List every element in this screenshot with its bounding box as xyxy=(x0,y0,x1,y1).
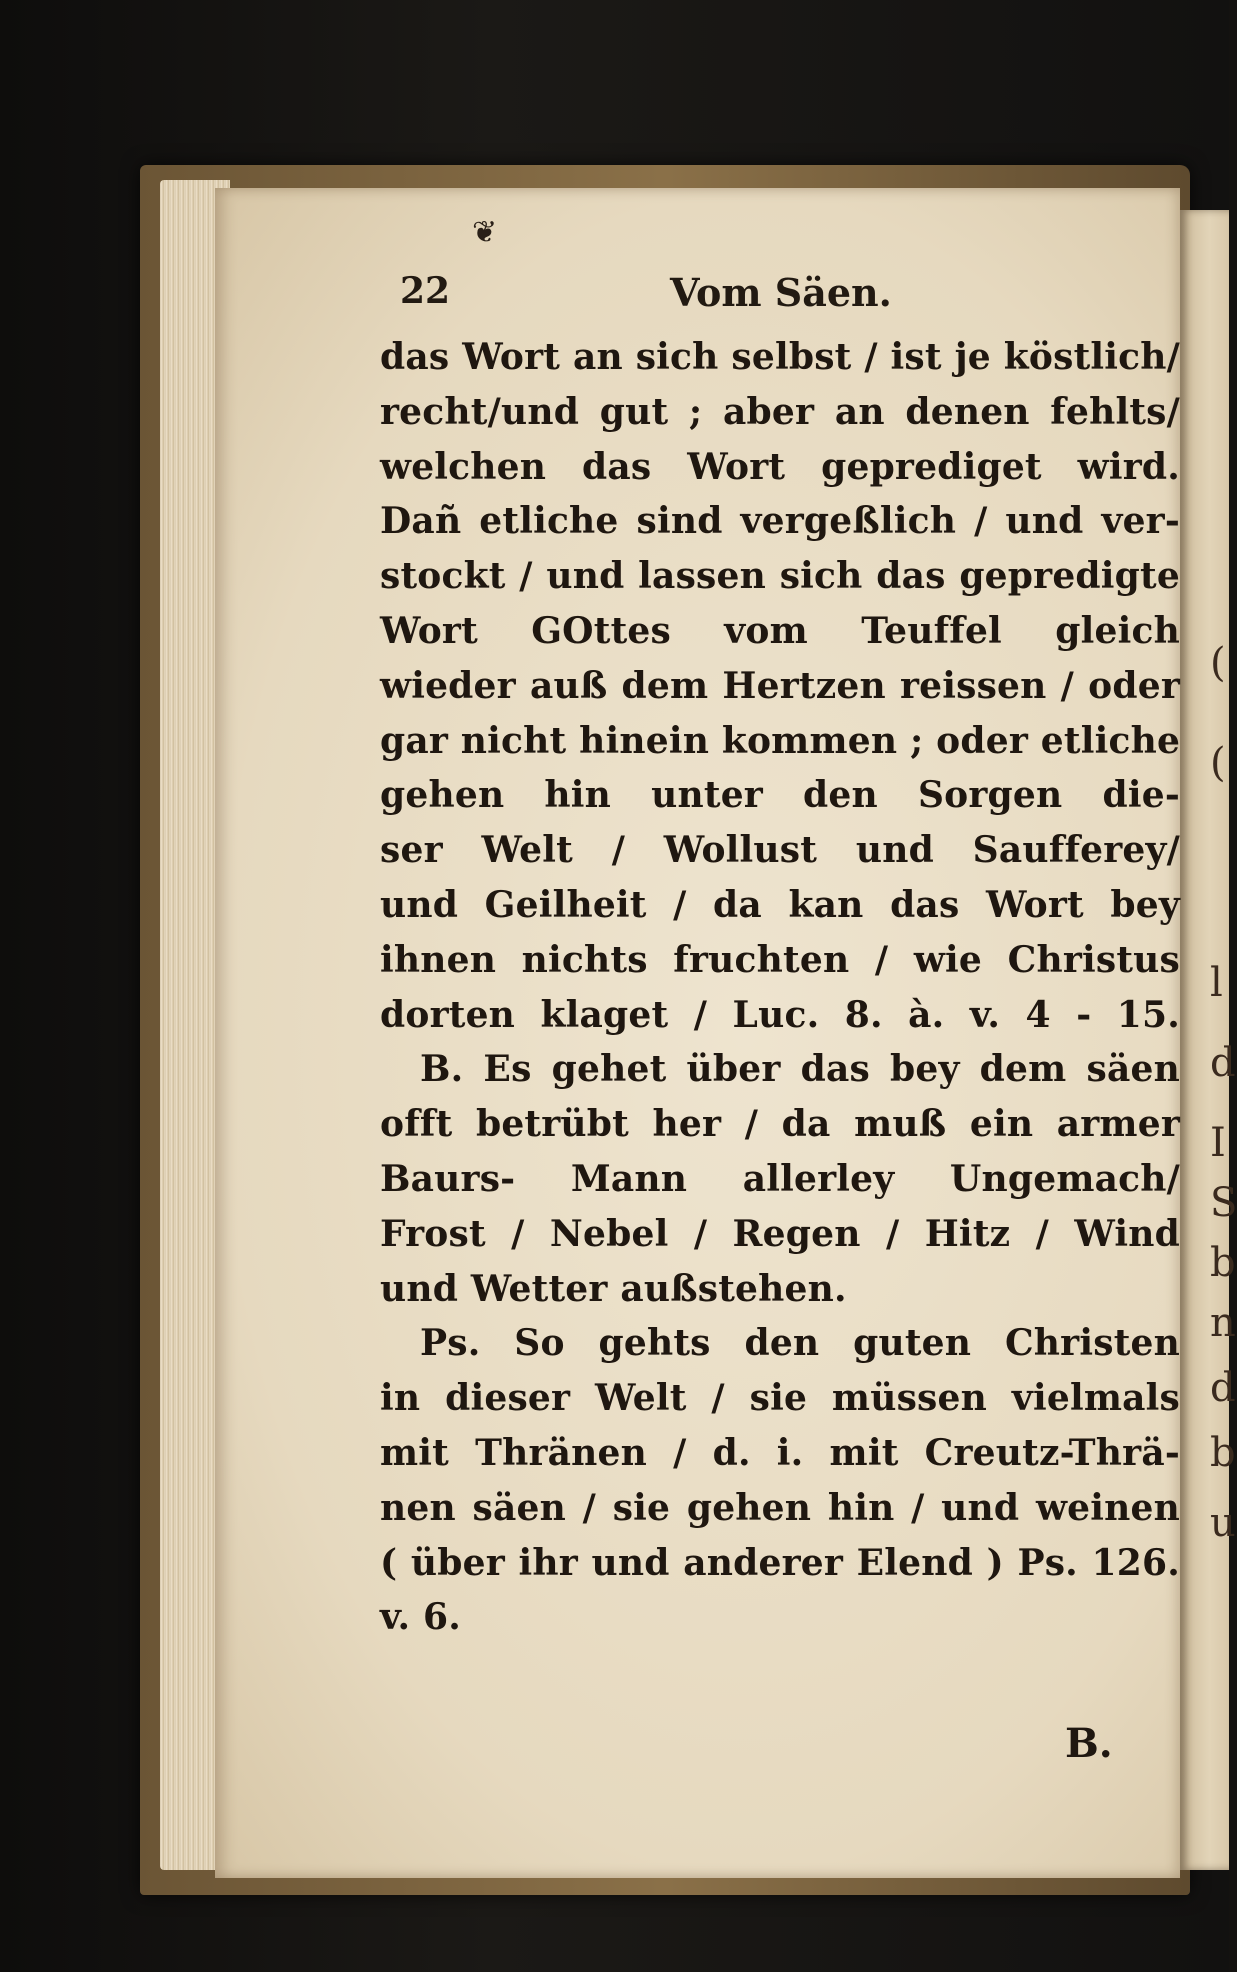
facing-page-letter: d xyxy=(1210,1040,1236,1086)
ornament-icon: ❦ xyxy=(472,215,498,250)
facing-page-letter: ( xyxy=(1210,740,1226,786)
running-head: Vom Säen. xyxy=(670,270,892,315)
text-line: mit Thränen / d. i. mit Creutz-Thrä- xyxy=(380,1431,1180,1474)
facing-page-letter: u xyxy=(1210,1500,1236,1546)
text-line: ser Welt / Wollust und Saufferey/ xyxy=(380,829,1180,872)
text-line: Frost / Nebel / Regen / Hitz / Wind xyxy=(380,1212,1180,1255)
text-line: B. Es gehet über das bey dem säen xyxy=(420,1048,1180,1091)
text-line: wieder auß dem Hertzen reissen / oder xyxy=(380,664,1180,707)
facing-page-letter: d xyxy=(1210,1365,1236,1411)
page-number: 22 xyxy=(400,270,451,312)
text-line: stockt / und lassen sich das gepredigte xyxy=(380,555,1180,598)
text-line: welchen das Wort geprediget wird. xyxy=(380,445,1180,488)
text-line: in dieser Welt / sie müssen vielmals xyxy=(380,1377,1180,1420)
facing-page-letter: I xyxy=(1210,1120,1226,1166)
body-text xyxy=(380,330,1180,1645)
text-line: v. 6. xyxy=(380,1596,461,1639)
catchword: B. xyxy=(1065,1720,1113,1767)
facing-page-letter: S xyxy=(1210,1180,1237,1226)
facing-page-letter: b xyxy=(1210,1430,1236,1476)
text-line: gehen hin unter den Sorgen die- xyxy=(380,774,1180,817)
text-line: das Wort an sich selbst / ist je köstlich/ xyxy=(380,336,1180,378)
text-line: und Geilheit / da kan das Wort bey xyxy=(380,883,1180,926)
facing-page-edge xyxy=(1180,210,1237,1870)
text-line: gar nicht hinein kommen ; oder etliche xyxy=(380,719,1181,762)
text-line: Dañ etliche sind vergeßlich / und ver- xyxy=(380,500,1180,543)
text-line: Baurs- Mann allerley Ungemach/ xyxy=(380,1157,1180,1200)
facing-page-letter: ( xyxy=(1210,640,1226,686)
text-line: offt betrübt her / da muß ein armer xyxy=(380,1103,1180,1146)
text-line: Wort GOttes vom Teuffel gleich xyxy=(380,609,1180,652)
text-line: recht/und gut ; aber an denen fehlts/ xyxy=(380,390,1180,433)
text-line: Ps. So gehts den guten Christen xyxy=(420,1322,1180,1365)
text-line: und Wetter außstehen. xyxy=(380,1267,847,1310)
text-line: ( über ihr und anderer Elend ) Ps. 126. xyxy=(380,1541,1180,1584)
page-header xyxy=(400,270,920,330)
text-line: nen säen / sie gehen hin / und weinen xyxy=(380,1486,1180,1529)
facing-page-letter: l xyxy=(1210,960,1223,1006)
text-line: ihnen nichts fruchten / wie Christus xyxy=(380,938,1180,981)
facing-page-letter: n xyxy=(1210,1300,1236,1346)
facing-page-letter: b xyxy=(1210,1240,1236,1286)
text-line: dorten klaget / Luc. 8. à. v. 4 - 15. xyxy=(380,993,1180,1036)
